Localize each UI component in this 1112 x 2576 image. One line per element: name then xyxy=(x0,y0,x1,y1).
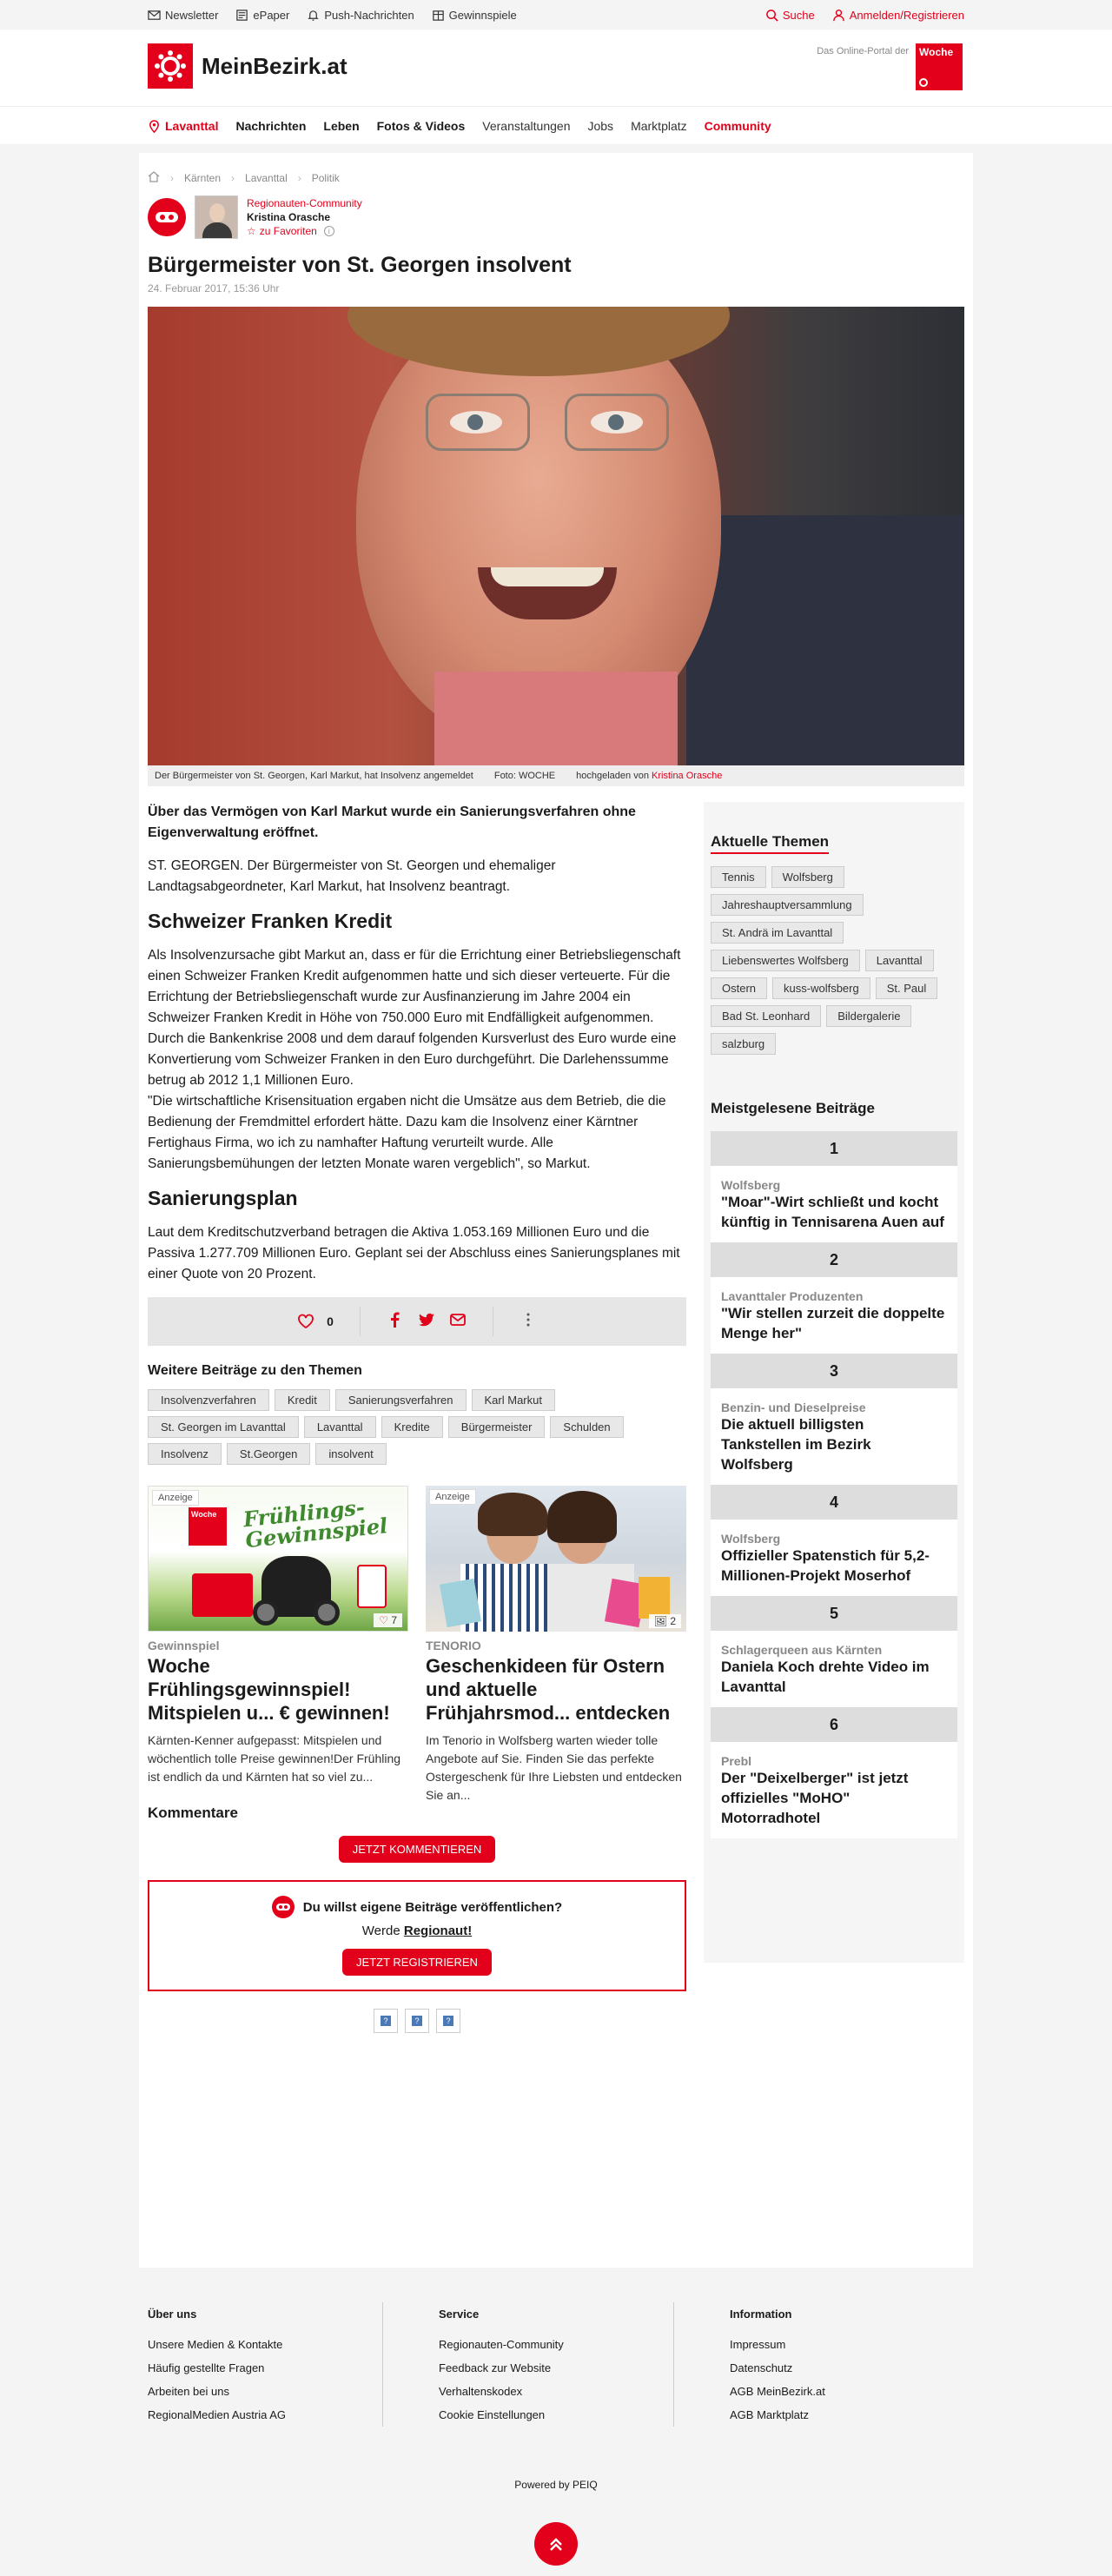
promo-woche-logo: Woche xyxy=(189,1507,227,1546)
article-subheading: Schweizer Franken Kredit xyxy=(148,910,393,932)
topic-tag[interactable]: salzburg xyxy=(711,1033,776,1055)
most-read-title-text: Offizieller Spatenstich für 5,2-Millionen-Projekt Moserhof xyxy=(721,1547,930,1584)
search-link[interactable] xyxy=(765,9,815,22)
user-icon xyxy=(832,9,845,22)
most-read-title-text: "Wir stellen zurzeit die doppelte Menge her" xyxy=(721,1305,945,1341)
footer-link[interactable]: Impressum xyxy=(730,2338,786,2351)
footer-link[interactable]: Feedback zur Website xyxy=(439,2361,552,2374)
most-read-title-text: Daniela Koch drehte Video im Lavanttal xyxy=(721,1659,930,1695)
article-body xyxy=(148,802,686,2033)
promo-image xyxy=(148,1486,408,1632)
footer-link[interactable]: Unsere Medien & Kontakte xyxy=(148,2338,283,2351)
promo-title: Woche Frühlingsgewinnspiel! Mitspielen u... € gewinnen! xyxy=(148,1655,390,1724)
topic-tag[interactable]: St. Andrä im Lavanttal xyxy=(711,922,844,944)
push-link[interactable] xyxy=(307,9,414,22)
facebook-icon xyxy=(387,1311,404,1328)
most-read-item[interactable] xyxy=(711,1277,957,1354)
action-bar xyxy=(148,1297,686,1346)
article-paragraph: "Die wirtschaftliche Krisensituation ergaben nicht die Umsätze aus dem Betrieb, die die Bedienung der Fremdmittel erfordert hätte. Dazu kam die Insolvenz einer Kärntner Fertighaus Firma, wo ich zu namhafter Haftung verurteilt wurde. Alle Sanierungsbemühungen der letzten Monate waren vergeblich", so Markut. xyxy=(148,1094,666,1171)
tagline: Das Online-Portal der xyxy=(817,46,909,56)
star-icon: ☆ xyxy=(247,225,256,237)
author-name[interactable]: Kristina Orasche xyxy=(247,211,331,223)
image-count-badge xyxy=(649,1614,681,1628)
nav-fotos-videos[interactable]: Fotos & Videos xyxy=(376,119,466,133)
newspaper-icon xyxy=(235,9,248,22)
regionaut-badge-icon xyxy=(148,198,186,236)
most-read-item[interactable] xyxy=(711,1388,957,1485)
epaper-label: ePaper xyxy=(253,8,290,22)
footer-heading: Service xyxy=(439,2308,480,2321)
search-label: Suche xyxy=(782,8,815,22)
powered-by[interactable]: Powered by PEIQ xyxy=(514,2479,598,2491)
footer-link[interactable]: Regionauten-Community xyxy=(439,2338,564,2351)
most-read-item[interactable] xyxy=(711,1520,957,1596)
add-favorite-button[interactable] xyxy=(247,224,362,238)
chevron-right-icon: › xyxy=(297,171,301,184)
rank-number: 2 xyxy=(711,1242,957,1277)
placeholder-icon: ? xyxy=(443,2016,453,2026)
site-header xyxy=(0,30,1112,106)
site-footer xyxy=(139,2302,973,2427)
article-image[interactable] xyxy=(148,307,964,765)
ad-badge: Anzeige xyxy=(429,1489,476,1505)
footer-link[interactable]: Arbeiten bei uns xyxy=(148,2385,229,2398)
article-subheading: Sanierungsplan xyxy=(148,1187,298,1209)
tag[interactable]: Karl Markut xyxy=(472,1389,555,1411)
promo-image-count: 2 xyxy=(670,1615,676,1627)
promo-card[interactable] xyxy=(148,1486,408,1805)
favorite-label: zu Favoriten xyxy=(259,225,317,237)
footer-link[interactable]: Cookie Einstellungen xyxy=(439,2408,546,2421)
gewinnspiele-link[interactable] xyxy=(432,9,517,22)
register-question-text: Du willst eigene Beiträge veröffentlichen? xyxy=(302,1899,563,1915)
nav-location[interactable] xyxy=(148,119,218,133)
location-pin-icon xyxy=(148,120,161,133)
promo-text: Im Tenorio in Wolfsberg warten wieder tolle Angebote auf Sie. Finden Sie das perfekte Ostergeschenk für Ihre Liebsten und entdecken Sie an... xyxy=(426,1733,682,1802)
most-read-category: Schlagerqueen aus Kärnten xyxy=(721,1643,883,1657)
tag-list xyxy=(148,1389,686,1465)
pager-item[interactable] xyxy=(405,2009,429,2033)
tag[interactable]: Insolvenz xyxy=(148,1443,222,1465)
newsletter-link[interactable] xyxy=(148,9,218,22)
tag[interactable]: Schulden xyxy=(550,1416,623,1438)
footer-link[interactable]: Verhaltenskodex xyxy=(439,2385,523,2398)
uploaded-by xyxy=(576,771,722,781)
most-read-item[interactable] xyxy=(711,1631,957,1707)
comments-title: Kommentare xyxy=(148,1805,238,1821)
footer-link[interactable]: Häufig gestellte Fragen xyxy=(148,2361,265,2374)
pager-item[interactable] xyxy=(374,2009,398,2033)
author-avatar[interactable] xyxy=(195,195,238,239)
rank-number: 6 xyxy=(711,1707,957,1742)
article-page xyxy=(139,153,973,2268)
register-sub xyxy=(163,1924,671,1938)
regionaut-icon xyxy=(272,1896,295,1918)
tag[interactable]: Bürgermeister xyxy=(448,1416,546,1438)
footer-column xyxy=(148,2302,382,2427)
footer-column xyxy=(674,2302,964,2427)
topic-tag[interactable]: St. Paul xyxy=(876,977,938,999)
pager xyxy=(148,2009,686,2033)
topic-tag[interactable]: Tennis xyxy=(711,866,766,888)
tag[interactable]: St.Georgen xyxy=(227,1443,311,1465)
search-icon xyxy=(765,9,778,22)
most-read-item[interactable] xyxy=(711,1742,957,1838)
ad-badge: Anzeige xyxy=(152,1490,199,1506)
home-icon[interactable] xyxy=(148,170,160,185)
photo-credit: Foto: WOCHE xyxy=(493,771,556,781)
promo-source: Gewinnspiel xyxy=(148,1639,220,1652)
tag[interactable]: Lavanttal xyxy=(304,1416,376,1438)
author-box xyxy=(148,195,964,239)
most-read-title-text: Die aktuell billigsten Tankstellen im Bezirk Wolfsberg xyxy=(721,1416,871,1473)
caption-text: Der Bürgermeister von St. Georgen, Karl Markut, hat Insolvenz angemeldet xyxy=(155,771,473,781)
most-read-category: Wolfsberg xyxy=(721,1532,781,1546)
regionaut-link[interactable]: Regionaut! xyxy=(403,1924,473,1938)
footer-link[interactable]: Datenschutz xyxy=(730,2361,793,2374)
breadcrumb xyxy=(148,170,964,185)
logo-icon xyxy=(154,50,187,83)
topic-tag[interactable]: kuss-wolfsberg xyxy=(772,977,870,999)
twitter-share-button[interactable] xyxy=(418,1311,435,1333)
newsletter-label: Newsletter xyxy=(165,8,219,22)
nav-location-label: Lavanttal xyxy=(165,119,219,133)
nav-veranstaltungen[interactable]: Veranstaltungen xyxy=(482,119,571,133)
nav-jobs[interactable]: Jobs xyxy=(587,119,614,133)
tag[interactable]: Kredit xyxy=(275,1389,330,1411)
mail-icon xyxy=(449,1311,467,1328)
gewinnspiele-label: Gewinnspiele xyxy=(448,8,517,22)
register-box xyxy=(148,1880,686,1991)
rank-number: 3 xyxy=(711,1354,957,1388)
image-icon: 🖼 xyxy=(653,1615,667,1627)
pager-item[interactable] xyxy=(436,2009,460,2033)
more-options-icon[interactable] xyxy=(520,1311,537,1333)
logo-mark xyxy=(148,43,193,89)
chevron-right-icon: › xyxy=(231,171,235,184)
article-paragraph: Laut dem Kreditschutzverband betragen die Aktiva 1.053.169 Millionen Euro und die Passiva 1.277.709 Millionen Euro. Geplant sei der Abschluss eines Sanierungsplanes mit einer Quote von 20 Prozent. xyxy=(148,1225,680,1281)
mail-icon xyxy=(148,9,161,22)
topic-tag[interactable]: Lavanttal xyxy=(865,950,934,971)
promo-text: Kärnten-Kenner aufgepasst: Mitspielen und wöchentlich tolle Preise gewinnen!Der Frühling ist endlich da und Kärnten hat so viel zu... xyxy=(148,1733,401,1784)
uploader-link[interactable]: Kristina Orasche xyxy=(652,771,723,781)
nav-marktplatz[interactable]: Marktplatz xyxy=(631,119,687,133)
promo-image xyxy=(426,1486,686,1632)
footer-link[interactable]: RegionalMedien Austria AG xyxy=(148,2408,286,2421)
woche-logo[interactable] xyxy=(916,43,963,90)
chevron-right-icon: › xyxy=(170,171,174,184)
topic-tag[interactable]: Bad St. Leonhard xyxy=(711,1005,821,1027)
most-read-category: Lavanttaler Produzenten xyxy=(721,1289,864,1303)
community-link[interactable]: Regionauten-Community xyxy=(247,197,362,209)
rank-number: 1 xyxy=(711,1131,957,1166)
topics-title: Aktuelle Themen xyxy=(711,833,829,854)
rank-number: 5 xyxy=(711,1596,957,1631)
main-nav xyxy=(0,106,1112,144)
comment-button[interactable]: JETZT KOMMENTIEREN xyxy=(339,1836,496,1863)
info-icon: i xyxy=(324,226,334,236)
push-label: Push-Nachrichten xyxy=(324,8,414,22)
promo-image-text: Frühlings-Gewinnspiel xyxy=(242,1493,389,1553)
like-count: 0 xyxy=(327,1314,334,1328)
tags-title: Weitere Beiträge zu den Themen xyxy=(148,1363,362,1378)
most-read-category: Benzin- und Dieselpreise xyxy=(721,1401,866,1414)
tag[interactable]: Kredite xyxy=(381,1416,443,1438)
register-button[interactable]: JETZT REGISTRIEREN xyxy=(342,1949,492,1976)
image-caption xyxy=(148,765,964,786)
footer-link[interactable]: AGB MeinBezirk.at xyxy=(730,2385,825,2398)
twitter-icon xyxy=(418,1311,435,1328)
like-count-badge: ♡ 7 xyxy=(374,1613,402,1627)
promo-title: Geschenkideen für Ostern und aktuelle Frühjahrsmod... entdecken xyxy=(426,1655,671,1724)
sidebar xyxy=(704,802,964,1963)
breadcrumb-item[interactable]: Kärnten xyxy=(184,171,222,184)
uploaded-prefix: hochgeladen von xyxy=(576,771,649,781)
breadcrumb-item[interactable]: Politik xyxy=(311,171,340,184)
heart-icon xyxy=(297,1313,314,1330)
promo-card[interactable] xyxy=(426,1486,686,1805)
promo-list xyxy=(148,1486,686,1805)
author-meta xyxy=(247,196,362,238)
nav-nachrichten[interactable]: Nachrichten xyxy=(235,119,307,133)
facebook-share-button[interactable] xyxy=(387,1311,404,1333)
woche-brand xyxy=(817,43,963,90)
topic-tag[interactable]: Jahreshauptversammlung xyxy=(711,894,864,916)
like-button[interactable] xyxy=(297,1313,334,1330)
login-link[interactable] xyxy=(832,9,964,22)
placeholder-icon: ? xyxy=(412,2016,422,2026)
most-read-title: Meistgelesene Beiträge xyxy=(711,1100,875,1116)
tag[interactable]: insolvent xyxy=(315,1443,386,1465)
topic-tag[interactable]: Ostern xyxy=(711,977,767,999)
site-logo[interactable] xyxy=(148,43,348,89)
most-read-category: Wolfsberg xyxy=(721,1178,781,1192)
placeholder-icon: ? xyxy=(381,2016,391,2026)
scroll-to-top-button[interactable] xyxy=(534,2522,578,2566)
rank-number: 4 xyxy=(711,1485,957,1520)
footer-link[interactable]: AGB Marktplatz xyxy=(730,2408,810,2421)
woche-logo-text: Woche xyxy=(919,46,954,58)
topic-tag[interactable]: Bildergalerie xyxy=(826,1005,911,1027)
top-bar xyxy=(0,0,1112,30)
login-label: Anmelden/Registrieren xyxy=(849,8,964,22)
nav-community[interactable]: Community xyxy=(704,119,771,133)
promo-like-count: 7 xyxy=(391,1614,397,1626)
most-read-list xyxy=(711,1131,957,1838)
werde-text: Werde xyxy=(361,1924,400,1938)
most-read-category: Prebl xyxy=(721,1754,752,1768)
promo-source: TENORIO xyxy=(426,1639,481,1652)
most-read-title-text: "Moar"-Wirt schließt und kocht künftig in Tennisarena Auen auf xyxy=(721,1194,944,1230)
article-paragraph: Als Insolvenzursache gibt Markut an, dass er für die Errichtung einer Betriebsliegenschaft einen Schweizer Franken Kredit aufgenommen hatte und sich dieser verteuerte. Für die Errichtung der Betriebsliegenschaft wurde zur Ausfinanzierung im Jahre 2004 ein Schweizer Franken Kredit in Höhe von 750.000 Euro mit Endfälligkeit aufgenommen. Durch die Bankenkrise 2008 und dem darauf folgenden Kursverlust des Euro wurde eine Konvertierung vom Schweizer Franken in den Euro durchgeführt. Die Darlehenssumme betrug ab 2012 1,1 Millionen Euro. xyxy=(148,948,681,1088)
epaper-link[interactable] xyxy=(235,9,289,22)
register-question xyxy=(163,1896,671,1918)
most-read-title-text: Der "Deixelberger" ist jetzt offizielles "MoHO" Motorradhotel xyxy=(721,1770,909,1826)
logo-text: MeinBezirk.at xyxy=(202,52,348,79)
nav-leben[interactable]: Leben xyxy=(323,119,360,133)
topic-list xyxy=(711,866,957,1055)
footer-column xyxy=(382,2302,674,2427)
tag[interactable]: Sanierungsverfahren xyxy=(335,1389,467,1411)
double-chevron-up-icon xyxy=(546,2534,566,2553)
bell-icon xyxy=(307,9,320,22)
article-title: Bürgermeister von St. Georgen insolvent xyxy=(148,253,572,277)
article-paragraph: ST. GEORGEN. Der Bürgermeister von St. Georgen und ehemaliger Landtagsabgeordneter, Karl Markut, hat Insolvenz beantragt. xyxy=(148,858,556,894)
most-read-item[interactable] xyxy=(711,1166,957,1242)
article-date: 24. Februar 2017, 15:36 Uhr xyxy=(148,282,280,295)
tag[interactable]: St. Georgen im Lavanttal xyxy=(148,1416,299,1438)
email-share-button[interactable] xyxy=(449,1311,467,1333)
footer-heading: Über uns xyxy=(148,2308,197,2321)
breadcrumb-item[interactable]: Lavanttal xyxy=(245,171,288,184)
topic-tag[interactable]: Wolfsberg xyxy=(771,866,844,888)
article-lead: Über das Vermögen von Karl Markut wurde ein Sanierungsverfahren ohne Eigenverwaltung eröffnet. xyxy=(148,805,636,840)
topic-tag[interactable]: Liebenswertes Wolfsberg xyxy=(711,950,860,971)
gift-icon xyxy=(432,9,445,22)
tag[interactable]: Insolvenzverfahren xyxy=(148,1389,269,1411)
footer-heading: Information xyxy=(730,2308,792,2321)
